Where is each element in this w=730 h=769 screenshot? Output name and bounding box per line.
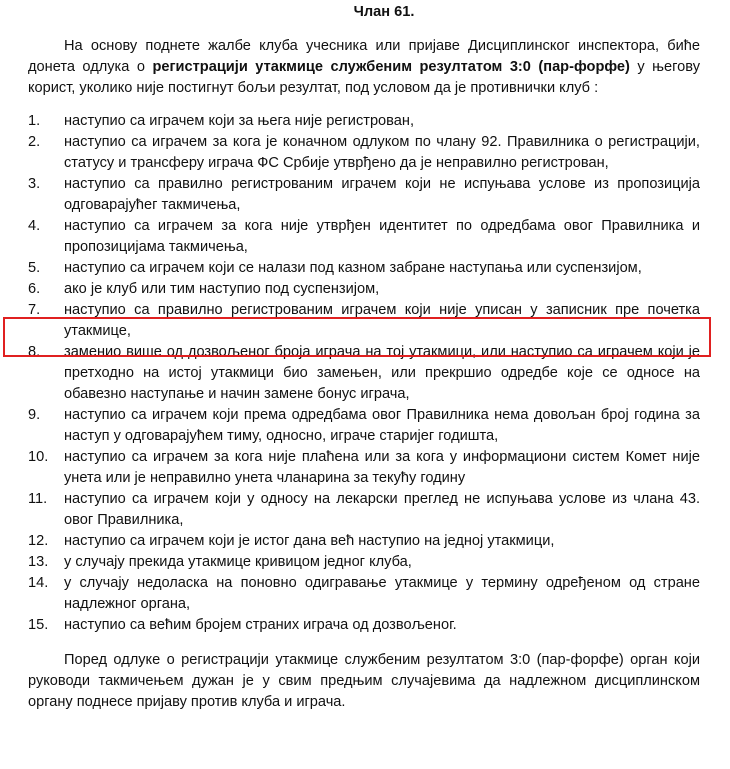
item-text: наступио са играчем који је истог дана већ наступио на једној утакмици, bbox=[64, 533, 555, 549]
list-item bbox=[28, 615, 700, 636]
item-text: наступио са играчем који се налази под казном забране наступања или суспензијом, bbox=[64, 260, 642, 276]
list-item bbox=[28, 489, 700, 531]
closing-paragraph: Поред одлуке о регистрацији утакмице службеним резултатом 3:0 (пар-форфе) орган који руководи такмичењем дужан је у свим предњим случајевима да надлежном дисциплинском органу поднесе пријаву против клуба и играча. bbox=[28, 652, 700, 710]
item-number: 11. bbox=[28, 491, 48, 507]
item-text: наступио са играчем за кога није плаћена или за кога у информациони систем Комет није унета или је неправилно унета чланарина за текућу годину bbox=[64, 449, 700, 486]
list-item bbox=[28, 531, 700, 552]
item-text: наступио са играчем за кога је коначном одлуком по члану 92. Правилника о регистрацији, статусу и трансферу играча ФС Србије утврђено да је неправилно регистрован, bbox=[64, 134, 700, 171]
item-number: 10. bbox=[28, 449, 49, 465]
list-item bbox=[28, 405, 700, 447]
item-text: у случају прекида утакмице кривицом једног клуба, bbox=[64, 554, 412, 570]
item-text: ако је клуб или тим наступио под суспензијом, bbox=[64, 281, 380, 297]
item-number: 13. bbox=[28, 554, 49, 570]
item-number: 2. bbox=[28, 134, 41, 150]
item-number: 3. bbox=[28, 176, 41, 192]
intro-paragraph bbox=[28, 36, 700, 99]
item-text: заменио више од дозвољеног броја играча на тој утакмици, или наступио са играчем који је претходно на истој утакмици био замењен, или прекршио одредбе које се односе на обавезно наступање и начин замене бонус играча, bbox=[64, 344, 700, 402]
item-text: наступио са већим бројем страних играча од дозвољеног. bbox=[64, 617, 457, 633]
item-text: наступио са играчем који у односу на лекарски преглед не испуњава услове из члана 43. овог Правилника, bbox=[64, 491, 700, 528]
list-item bbox=[28, 552, 700, 573]
list-item-highlighted bbox=[28, 300, 700, 342]
intro-bold-text: регистрацији утакмице службеним резултатом 3:0 (пар-форфе) bbox=[152, 59, 630, 75]
item-number: 8. bbox=[28, 344, 41, 360]
item-text: у случају недоласка на поновно одигравање утакмице у термину одређеном од стране надлежног органа, bbox=[64, 575, 700, 612]
article-title: Члан 61. bbox=[353, 4, 415, 20]
list-item bbox=[28, 258, 700, 279]
item-number: 12. bbox=[28, 533, 49, 549]
item-number: 9. bbox=[28, 407, 41, 423]
item-number: 7. bbox=[28, 302, 41, 318]
list-item bbox=[28, 342, 700, 405]
list-item bbox=[28, 111, 700, 132]
item-number: 4. bbox=[28, 218, 41, 234]
item-text: наступио са играчем за кога није утврђен идентитет по одредбама овог Правилника и пропозицијама такмичења, bbox=[64, 218, 700, 255]
list-item bbox=[28, 216, 700, 258]
item-text: наступио са правилно регистрованим играчем који не испуњава услове из пропозиција одговарајућег такмичења, bbox=[64, 176, 700, 213]
item-text: наступио са играчем који према одредбама овог Правилника нема довољан број година за наступ у одговарајућем тиму, односно, играче старијег годишта, bbox=[64, 407, 700, 444]
list-item bbox=[28, 132, 700, 174]
item-number: 1. bbox=[28, 113, 41, 129]
intro-text-end: у његову корист, уколико није постигнут бољи резултат, под условом да је противнички клуб : bbox=[28, 59, 700, 96]
item-text: наступио са играчем који за њега није регистрован, bbox=[64, 113, 414, 129]
item-number: 5. bbox=[28, 260, 41, 276]
conditions-list bbox=[28, 111, 700, 636]
item-text: наступио са правилно регистрованим играчем који није уписан у записник пре почетка утакмице, bbox=[64, 302, 700, 339]
list-item bbox=[28, 279, 700, 300]
document-page bbox=[28, 0, 700, 713]
list-item bbox=[28, 573, 700, 615]
list-item bbox=[28, 174, 700, 216]
item-number: 6. bbox=[28, 281, 41, 297]
list-item bbox=[28, 447, 700, 489]
item-number: 14. bbox=[28, 575, 49, 591]
item-number: 15. bbox=[28, 617, 49, 633]
intro-text-start: На основу поднете жалбе клуба учесника или пријаве Дисциплинског инспектора, биће донета одлука о bbox=[28, 38, 700, 75]
